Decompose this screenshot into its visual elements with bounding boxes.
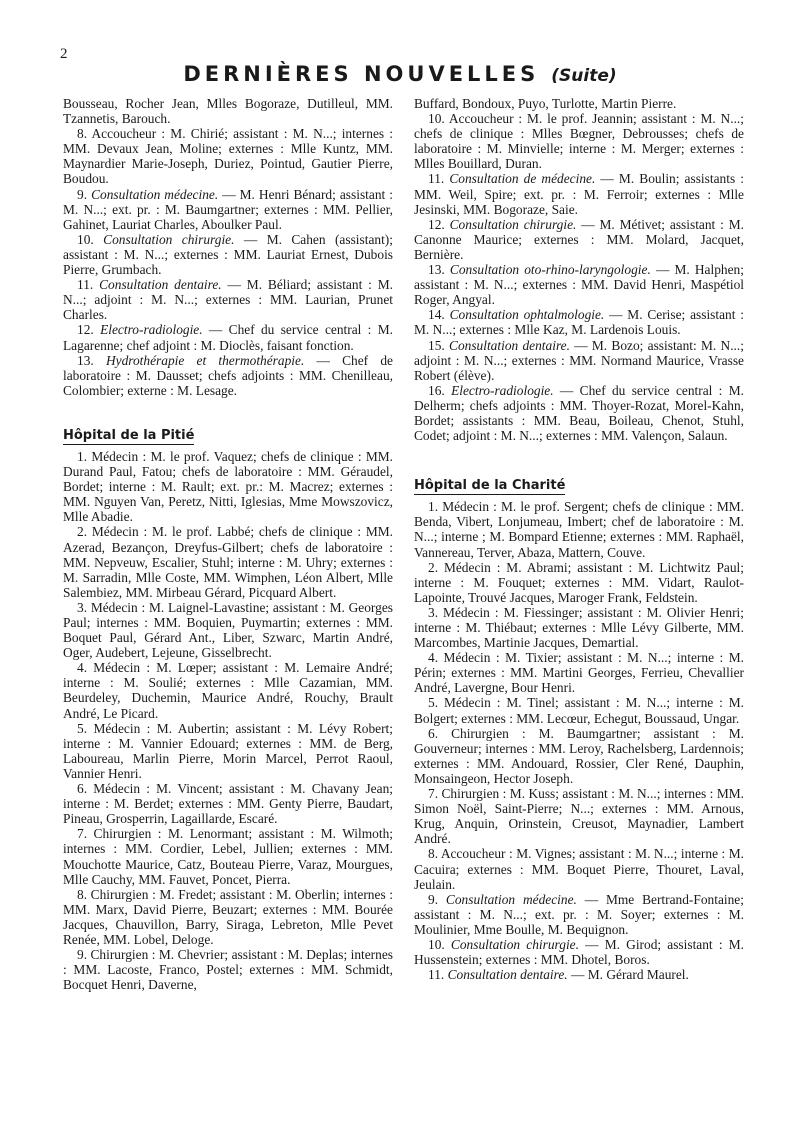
entry-heading: Hydrothérapie et thermothérapie. [105,352,305,368]
entry-text: — Mme Bertrand-Fontaine; assistant : M. N...; ext. pr. : M. Soyer; externes : M. Moulinier, Mme Boulle, M. Bequignon. [414,891,744,937]
staff-entry [63,232,393,277]
entry-text: — Chef du service central : M. Delherm; chefs adjoints : MM. Thoyer-Rozat, Morel-Kahn, Bordet; assistants : MM. Beau, Boileau, Chenot, Stuhl, Codet; adjoint : M. N...; externes : MM. Valençon, Salaun. [414,382,744,444]
entry-text: Médecin : M. le prof. Sergent; chefs de clinique : MM. Benda, Vibert, Lonjumeau, Imbert; chef de laboratoire : M. N...; interne ; M. Bompard Etienne; externes : MM. Raphaël, Vannereau, Terver, Abaza, Mattern, Couve. [414,499,744,560]
entry-number: 5. [77,720,88,736]
entry-heading: Consultation de médecine. [449,171,596,187]
entry-text: — Chef du service central : M. Lagarenne; chef adjoint : M. Dioclès, faisant fonction. [63,322,393,353]
entry-text: Chirurgien : M. Baumgartner; assistant : M. Gouverneur; internes : MM. Leroy, Rachelsberg, Lardennois; externes : MM. Andouard, Rossier, Cler René, Dauphin, Monsaingeon, Hector Joseph. [414,725,744,786]
entry-number: 9. [77,186,88,202]
entry-heading: Consultation oto-rhino-laryngologie. [449,262,651,278]
staff-entry [414,695,744,725]
entry-text: — M. Gérard Maurel. [571,967,689,983]
staff-entry [414,217,744,262]
section-title-charite: Hôpital de la Charité [414,478,565,495]
staff-entry [63,947,393,992]
section-title-pitie: Hôpital de la Pitié [63,428,194,445]
entry-heading: Electro-radiologie. [451,382,554,398]
right-block-2 [414,499,744,982]
staff-entry [63,126,393,186]
entry-text: Médecin : M. le prof. Labbé; chefs de clinique : MM. Azerad, Bezançon, Dreyfus-Gilbert; chefs de laboratoire : MM. Nepveuw, Escalier, Stuhl; interne : M. Uhry; externes : M. Sarradin, Mlle Coste, MM. Wimphen, Léon Albert, Mlle Salembiez, MM. Mirbeau Gérard, Picquard Albert. [63,524,393,600]
entry-number: 13. [428,262,445,278]
entry-text: Médecin : M. Abrami; assistant : M. Lichtwitz Paul; interne : M. Fouquet; externes : MM. Vidart, Raulot-Lapointe, Trouvé Jacques, Maroger Frank, Feldstein. [414,559,744,605]
staff-entry [63,781,393,826]
entry-heading: Consultation chirurgie. [449,216,577,232]
right-column [414,96,744,982]
entry-number: 5. [428,695,439,711]
staff-entry [414,171,744,216]
entry-number: 16. [428,382,445,398]
staff-entry [414,726,744,786]
staff-entry [63,96,393,126]
entry-number: 4. [428,650,439,666]
entry-heading: Consultation dentaire. [99,277,222,293]
entry-text: — M. Cahen (assistant); assistant : M. N...; externes : MM. Lauriat Ernest, Dubois Pierre, Grumbach. [63,231,393,278]
staff-entry [63,187,393,232]
staff-entry [414,383,744,443]
entry-number: 12. [428,216,445,232]
entry-text: Médecin : M. Lœper; assistant : M. Lemaire André; interne : M. Soulié; externes : Mlle Cazamian, MM. Beurdeley, Duchemin, Maurice André, Rouchy, Brault André, Le Picard. [63,660,393,721]
entry-number: 7. [77,826,88,842]
entry-heading: Consultation dentaire. [447,967,568,983]
staff-entry [414,846,744,891]
header-title: DERNIÈRES NOUVELLES [183,62,540,86]
entry-text: — M. Halphen; assistant : M. N...; externes : MM. David Henri, Maspétiol Roger, Angyal. [414,262,744,308]
entry-text: — M. Bozo; assistant: M. N...; adjoint : M. N...; externes : MM. Normand Maurice, Vrasse Robert (élève). [414,337,744,383]
staff-entry [63,449,393,524]
entry-text: — Chef de laboratoire : M. Dausset; chefs adjoints : MM. Chenilleau, Colombier; externe : M. Lesage. [63,352,393,398]
staff-entry [63,277,393,322]
staff-entry [414,307,744,337]
entry-heading: Consultation ophtalmologie. [449,307,605,323]
entry-text: Bousseau, Rocher Jean, Mlles Bogoraze, Dutilleul, MM. Tzannetis, Barouch. [63,96,393,127]
staff-entry [414,892,744,937]
page-number: 2 [60,46,68,62]
staff-entry [63,600,393,660]
entry-number: 10. [77,231,94,247]
entry-number: 8. [77,126,88,142]
staff-entry [414,937,744,967]
entry-number: 3. [77,599,88,615]
entry-number: 2. [428,559,439,575]
entry-text: Médecin : M. Aubertin; assistant : M. Lévy Robert; interne : M. Vannier Edouard; externes : MM. de Berg, Laboureau, Marlin Pierre, Morin Marcel, Perrot Raoul, Vannier Henri. [63,720,393,781]
entry-number: 2. [77,524,88,540]
staff-entry [63,524,393,599]
entry-number: 8. [77,886,88,902]
entry-text: — M. Boulin; assistants : MM. Weil, Spire; ext. pr. : M. Ferroir; externes : Mlle Jesinski, MM. Bogoraze, Saie. [414,171,744,217]
staff-entry [63,353,393,398]
staff-entry [414,786,744,846]
entry-text: Médecin : M. Tinel; assistant : M. N...; interne : M. Bolgert; externes : MM. Lecœur, Echegut, Boussaud, Ungar. [414,695,744,726]
entry-heading: Electro-radiologie. [100,322,203,338]
staff-entry [414,605,744,650]
entry-text: Médecin : M. le prof. Vaquez; chefs de clinique : MM. Durand Paul, Fatou; chefs de laboratoire : MM. Géraudel, Bordet; interne : M. Rault; ext. pr.: M. Macrez; externes : MM. Nguyen Van, Peretz, Nitti, Iglesias, Mme Mowszovicz, Mlle Abadie. [63,448,393,525]
entry-text: Accoucheur : M. Vignes; assistant : M. N...; interne : M. Cacuira; externes : MM. Boquet Pierre, Thouret, Laval, Jeulain. [414,846,744,892]
staff-entry [63,826,393,886]
entry-text: — M. Métivet; assistant : M. Canonne Maurice; externes : MM. Molard, Jacquet, Bernière. [414,216,744,262]
entry-text: — M. Béliard; assistant : M. N...; adjoint : M. N...; externes : MM. Laurian, Prunet Charles. [63,277,393,323]
entry-heading: Consultation médecine. [445,891,577,907]
entry-text: Buffard, Bondoux, Puyo, Turlotte, Martin Pierre. [414,96,677,111]
staff-entry [414,262,744,307]
header-suite: (Suite) [551,66,617,86]
entry-number: 10. [428,111,445,127]
entry-number: 11. [428,967,445,983]
entry-text: Médecin : M. Fiessinger; assistant : M. Olivier Henri; interne : M. Thiébaut; externes : Mlle Lévy Gilberte, MM. Marcombes, Martinie Jacques, Demartial. [414,604,744,651]
entry-text: Médecin : M. Laignel-Lavastine; assistant : M. Georges Paul; internes : MM. Boquien, Puymartin; externes : MM. Boquet Paul, Gérard Ant., Liber, Szwarc, Martin André, Oger, Audebert, Lejeune, Gisselbrecht. [63,599,393,661]
entry-heading: Consultation chirurgie. [103,231,235,247]
entry-number: 12. [77,322,94,338]
entry-number: 8. [428,846,439,862]
left-column [63,96,393,992]
entry-text: Chirurgien : M. Kuss; assistant : M. N...; internes : MM. Simon Noël, Saint-Pierre; N...; externes : MM. Arnous, Krug, Anquin, Orinstein, Creusot, Maynadier, Lambert André. [414,786,744,847]
entry-number: 1. [428,499,439,515]
entry-number: 7. [428,786,439,802]
staff-entry [63,660,393,720]
entry-text: — M. Henri Bénard; assistant : M. N...; ext. pr. : M. Baumgartner; externes : MM. Pellier, Gahinet, Lauriat Charles, Aboulker Paul. [63,186,393,232]
staff-entry [414,111,744,171]
entry-text: Accoucheur : M. Chirié; assistant : M. N...; internes : MM. Devaux Jean, Moline; externes : Mlle Kuntz, MM. Maynardier Marie-Joseph, Duriez, Pointud, Gautier Pierre, Boudou. [63,126,394,187]
entry-text: — M. Cerise; assistant : M. N...; externes : Mlle Kaz, M. Lardenois Louis. [414,307,744,338]
entry-heading: Consultation médecine. [91,186,219,202]
left-block-2 [63,449,393,992]
entry-number: 9. [77,947,88,963]
entry-text: Médecin : M. Tixier; assistant : M. N...; interne : M. Périn; externes : MM. Martini Georges, Ferrieu, Chevallier André, Lavergne, Bour Henri. [414,650,744,696]
entry-text: — M. Girod; assistant : M. Hussenstein; externes : MM. Dhotel, Boros. [414,936,744,968]
entry-number: 15. [428,337,445,353]
right-block-1 [414,96,744,443]
entry-number: 11. [77,277,94,293]
entry-number: 3. [428,604,439,620]
entry-number: 13. [77,352,94,368]
entry-number: 6. [428,725,439,741]
entry-number: 10. [428,936,445,952]
entry-text: Chirurgien : M. Chevrier; assistant : M. Deplas; internes : MM. Lacoste, Franco, Postel; externes : MM. Schmidt, Bocquet Henri, Daverne, [63,947,393,993]
staff-entry [414,499,744,559]
staff-entry [414,967,744,982]
entry-text: Chirurgien : M. Fredet; assistant : M. Oberlin; internes : MM. Marx, David Pierre, Beuzart; externes : MM. Bourée Jacques, Chauvillon, Barry, Siraga, Lebreton, Mlle Pevet Renée, MM. Lobel, Deloge. [63,886,393,947]
staff-entry [414,338,744,383]
entry-number: 14. [428,307,445,323]
entry-number: 9. [428,891,439,907]
page-header [0,62,800,86]
entry-heading: Consultation dentaire. [449,337,570,353]
staff-entry [63,887,393,947]
staff-entry [414,96,744,111]
entry-text: Accoucheur : M. le prof. Jeannin; assistant : M. N...; chefs de clinique : Mlles Bœgner, Debrousses; chefs de laboratoire : M. Minvielle; interne : M. Merger; externes : Mlles Bouillard, Duran. [414,111,744,172]
left-block-1 [63,96,393,398]
entry-heading: Consultation chirurgie. [450,936,579,952]
staff-entry [63,721,393,781]
entry-text: Chirurgien : M. Lenormant; assistant : M. Wilmoth; internes : MM. Cordier, Lebel, Jullien; externes : MM. Mouchotte Maurice, Catz, Bouteau Pierre, Varaz, Mourgues, Mlle Cauchy, MM. Fauvet, Poncet, Pierra. [63,826,393,887]
staff-entry [414,560,744,605]
staff-entry [63,322,393,352]
entry-number: 11. [428,171,445,187]
entry-number: 1. [77,448,88,464]
entry-number: 6. [77,781,88,797]
entry-number: 4. [77,660,88,676]
staff-entry [414,650,744,695]
entry-text: Médecin : M. Vincent; assistant : M. Chavany Jean; interne : M. Berdet; externes : MM. Genty Pierre, Baudart, Pineau, Grosperrin, Lagaillarde, Escaré. [63,781,393,827]
